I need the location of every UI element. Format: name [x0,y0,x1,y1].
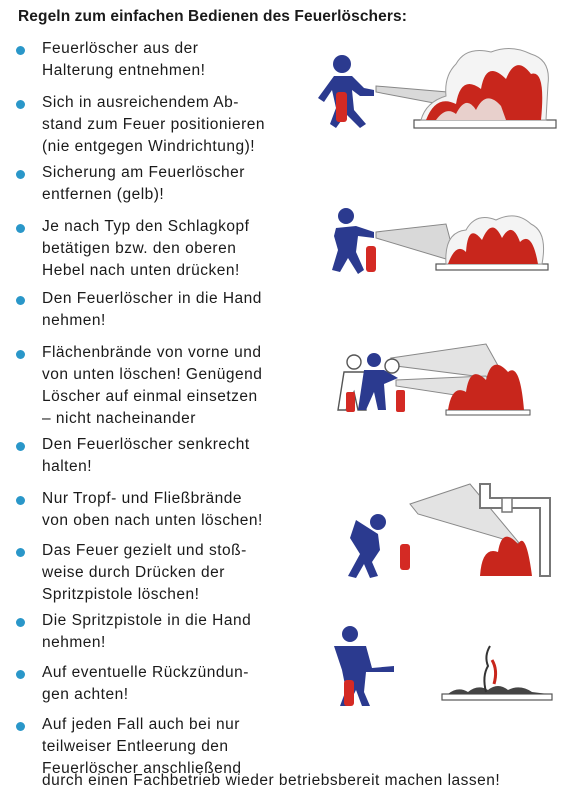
bullet-icon [16,170,25,179]
rule-line: Den Feuerlöscher in die Hand [42,290,262,307]
rule-line: Auf jeden Fall auch bei nur [42,716,240,733]
bullet-icon [16,618,25,627]
bullet-icon [16,100,25,109]
person-extinguishing-dripping-fire-icon [320,480,560,580]
rule-line: betätigen bzw. den oberen [42,240,237,257]
bullet-icon [16,46,25,55]
rule-line: nehmen! [42,634,106,651]
rule-line: stand zum Feuer positionieren [42,116,266,133]
bullet-icon [16,350,25,359]
rule-line: Auf eventuelle Rückzündun- [42,664,249,681]
rule-line: weise durch Drücken der [42,564,225,581]
person-extinguishing-floor-fire-icon [316,202,556,282]
bullet-icon [16,496,25,505]
rule-line: teilweiser Entleerung den [42,738,229,755]
rule-line: Feuerlöscher anschließend [42,760,242,777]
rule-line: von unten löschen! Genügend [42,366,263,383]
rule-line: von oben nach unten löschen! [42,512,263,529]
rule-line: Sich in ausreichendem Ab- [42,94,239,111]
rule-line: Sicherung am Feuerlöscher [42,164,245,181]
rule-line: Flächenbrände von vorne und [42,344,262,361]
rule-line: halten! [42,458,93,475]
rule-line: Hebel nach unten drücken! [42,262,240,279]
rule-line: Die Spritzpistole in die Hand [42,612,252,629]
bullet-icon [16,296,25,305]
rule-line: entfernen (gelb)! [42,186,165,203]
person-watching-reignition-icon [326,626,556,710]
rule-line: Das Feuer gezielt und stoß- [42,542,247,559]
bullet-icon [16,670,25,679]
bullet-icon [16,722,25,731]
rule-line: durch einen Fachbetrieb wieder betriebsbereit machen lassen! [42,772,501,789]
rule-line: – nicht nacheinander [42,410,196,427]
rule-line: Je nach Typ den Schlagkopf [42,218,250,235]
rule-line: nehmen! [42,312,106,329]
page-title: Regeln zum einfachen Bedienen des Feuerlöschers: [18,8,407,25]
bullet-icon [16,442,25,451]
bullet-icon [16,548,25,557]
bullet-icon [16,224,25,233]
rule-line: Den Feuerlöscher senkrecht [42,436,250,453]
multiple-people-extinguishing-fire-icon [336,340,536,420]
rule-line: (nie entgegen Windrichtung)! [42,138,256,155]
rule-line: Halterung entnehmen! [42,62,206,79]
rule-line: gen achten! [42,686,129,703]
person-extinguishing-pan-fire-icon [306,44,562,134]
rule-line: Feuerlöscher aus der [42,40,199,57]
rule-line: Löscher auf einmal einsetzen [42,388,258,405]
rule-line: Spritzpistole löschen! [42,586,200,603]
rule-line: Nur Tropf- und Fließbrände [42,490,242,507]
